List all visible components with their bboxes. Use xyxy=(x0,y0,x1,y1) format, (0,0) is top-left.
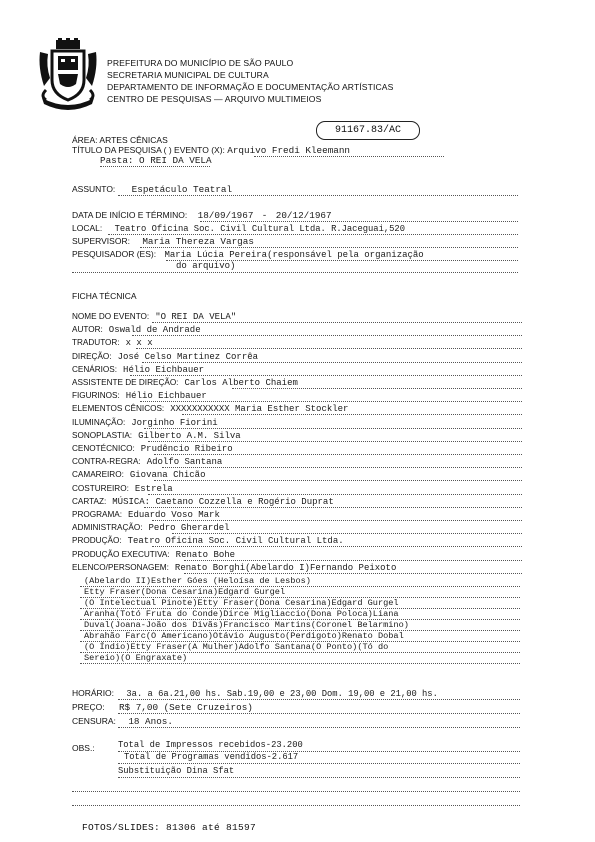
ficha-rule xyxy=(154,480,522,481)
ficha-value: Prudêncio Ribeiro xyxy=(140,444,233,454)
ficha-row xyxy=(72,470,206,480)
supervisor-rule xyxy=(140,247,518,248)
ficha-rule xyxy=(152,322,522,323)
title-sub-rule xyxy=(100,166,210,167)
title-value: Arquivo Fredi Kleemann xyxy=(227,145,351,156)
ficha-value: Hélio Eichbauer xyxy=(125,391,207,402)
cast-line: Etty Fraser(Dona Cesarina)Edgard Gurgel xyxy=(84,587,286,597)
title-sub: Pasta: O REI DA VELA xyxy=(100,155,212,166)
cast-line: Aranha(Totó Fruta do Conde)Dirce Migliaccio(Dona Poloca)Liana xyxy=(84,609,399,619)
preco-value: R$ 7,00 (Sete Cruzeiros) xyxy=(118,702,253,713)
obs-label: OBS.: xyxy=(72,743,95,753)
ficha-label: NOME DO EVENTO: xyxy=(72,312,150,321)
date-end: 20/12/1967 xyxy=(275,210,332,221)
assunto-row xyxy=(72,184,232,195)
cast-line: Abrahão Farc(O Americano)Otávio Augusto(Perdigoto)Renato Dobal xyxy=(84,631,404,641)
header-line-4: CENTRO DE PESQUISAS — ARQUIVO MULTIMEIOS xyxy=(107,94,322,104)
local-value: Teatro Oficina Soc. Civil Cultural Ltda. R.Jaceguai,520 xyxy=(114,224,405,234)
header-line-1: PREFEITURA DO MUNICÍPIO DE SÃO PAULO xyxy=(107,58,294,68)
ficha-label: TRADUTOR: xyxy=(72,338,120,348)
obs-line-1: Total de Impressos recebidos-23.200 xyxy=(118,740,303,750)
ficha-rule xyxy=(140,401,522,402)
ficha-label: ELEMENTOS CÊNICOS: xyxy=(72,404,165,414)
cast-line: (O Índio)Etty Fraser(A Mulher)Adolfo Santana(O Ponto)(Tó do xyxy=(84,642,389,652)
ficha-value: Eduardo Voso Mark xyxy=(128,510,220,520)
area-value: ARTES CÊNICAS xyxy=(99,135,168,145)
ficha-label: PRODUÇÃO: xyxy=(72,536,122,546)
ficha-rule xyxy=(144,507,522,508)
horario-label: HORÁRIO: xyxy=(72,688,115,698)
ficha-rule xyxy=(144,428,522,429)
ficha-row xyxy=(72,444,233,454)
ficha-value: "O REI DA VELA" xyxy=(155,312,237,322)
ficha-value: Giovana Chicão xyxy=(129,470,206,481)
ficha-row xyxy=(72,484,173,494)
ficha-row xyxy=(72,404,348,414)
cast-line: (O Intelectual Pinote)Etty Fraser(Dona Cesarina)Edgard Gurgel xyxy=(84,598,399,608)
ficha-row xyxy=(72,312,236,322)
header-line-3: DEPARTAMENTO DE INFORMAÇÃO E DOCUMENTAÇÃO ARTÍSTICAS xyxy=(107,82,394,92)
event-label: ) EVENTO (X): xyxy=(168,145,225,155)
obs-rule-3 xyxy=(118,777,520,778)
ficha-rule xyxy=(130,375,522,376)
ficha-value: Oswald de Andrade xyxy=(108,325,201,336)
ficha-label: SONOPLASTIA: xyxy=(72,430,133,440)
ficha-value: XXXXXXXXXXX Maria Esther Stockler xyxy=(170,404,349,415)
coat-of-arms-icon xyxy=(36,38,100,112)
horario-rule xyxy=(118,699,520,700)
pesquisador-value: Maria Lúcia Pereira(responsável pela organização xyxy=(164,250,424,260)
ficha-label: DIREÇÃO: xyxy=(72,351,112,361)
cast-line: Duval(Joana-João dos Divãs)Francisco Martins(Coronel Belarmino) xyxy=(84,620,409,630)
title-rule xyxy=(254,156,444,157)
ficha-value: Gilberto A.M. Silva xyxy=(138,430,241,441)
assunto-label: ASSUNTO: xyxy=(72,184,116,194)
ficha-label: COSTUREIRO: xyxy=(72,483,129,493)
preco-rule xyxy=(118,713,520,714)
title-label: TÍTULO DA PESQUISA ( xyxy=(72,145,167,155)
ficha-value: x x x xyxy=(125,338,153,349)
ficha-rule xyxy=(136,348,522,349)
ficha-rule xyxy=(172,533,522,534)
ficha-row xyxy=(72,523,230,533)
ficha-rule xyxy=(182,414,522,415)
ficha-row xyxy=(72,510,220,520)
cast-line: (Abelardo II)Esther Góes (Heloísa de Lesbos) xyxy=(84,576,311,586)
censura-rule xyxy=(118,727,520,728)
ficha-label: AUTOR: xyxy=(72,325,103,335)
ficha-label: ASSISTENTE DE DIREÇÃO: xyxy=(72,378,179,387)
obs-line-3: Substituição Dina Sfat xyxy=(118,766,235,776)
ficha-row xyxy=(72,365,204,375)
dates-row xyxy=(72,210,332,221)
ficha-rule xyxy=(148,494,522,495)
local-rule xyxy=(108,234,518,235)
catalog-number: 91167.83/AC xyxy=(316,121,420,140)
cast-rule xyxy=(80,663,520,664)
supervisor-label: SUPERVISOR: xyxy=(72,236,130,246)
ficha-row xyxy=(72,418,218,428)
pesquisador-value-cont: do arquivo) xyxy=(176,261,236,271)
censura-label: CENSURA: xyxy=(72,716,116,726)
ficha-rule xyxy=(148,441,522,442)
ficha-value: MÚSICA: Caetano Cozzella e Rogério Duprat xyxy=(112,496,334,507)
ficha-rule xyxy=(184,573,522,574)
preco-row xyxy=(72,702,253,713)
supervisor-value: Maria Thereza Vargas xyxy=(142,236,254,247)
ficha-rule xyxy=(154,454,522,455)
ficha-label: ELENCO/PERSONAGEM: xyxy=(72,562,169,572)
obs-rule-5 xyxy=(72,805,520,806)
censura-value: 18 Anos. xyxy=(128,716,173,727)
ficha-value: Carlos Alberto Chaiem xyxy=(184,378,298,388)
ficha-value: Hélio Eichbauer xyxy=(123,364,205,375)
ficha-value: Pedro Gherardel xyxy=(148,523,230,534)
cast-line: Sereio)(O Engraxate) xyxy=(84,653,188,663)
censura-row xyxy=(72,716,173,727)
ficha-label: ADMINISTRAÇÃO: xyxy=(72,523,143,533)
ficha-row xyxy=(72,536,344,546)
assunto-value: Espetáculo Teatral xyxy=(131,184,233,195)
ficha-value: Adolfo Santana xyxy=(146,457,223,468)
date-start: 18/09/1967 xyxy=(197,210,254,221)
ficha-label: FIGURINOS: xyxy=(72,391,120,401)
ficha-label: CENOTÉCNICO: xyxy=(72,444,135,453)
ficha-title: FICHA TÉCNICA xyxy=(72,291,137,301)
ficha-value: Renato Borghi(Abelardo I)Fernando Peixoto xyxy=(174,562,397,573)
obs-rule-2 xyxy=(118,763,520,764)
ficha-rule xyxy=(184,560,522,561)
supervisor-row xyxy=(72,236,254,247)
ficha-rule xyxy=(162,467,522,468)
ficha-row xyxy=(72,457,222,467)
ficha-label: PROGRAMA: xyxy=(72,510,123,519)
ficha-label: CARTAZ: xyxy=(72,496,107,506)
pesquisador-label: PESQUISADOR (ES): xyxy=(72,249,157,259)
assunto-rule xyxy=(118,195,518,196)
ficha-label: CONTRA-REGRA: xyxy=(72,457,141,467)
ficha-row xyxy=(72,497,334,507)
ficha-value: Teatro Oficina Soc. Civil Cultural Ltda. xyxy=(127,536,344,547)
ficha-rule xyxy=(232,388,522,389)
ficha-rule xyxy=(142,362,522,363)
area-label: ÁREA: xyxy=(72,135,98,145)
obs-rule-4 xyxy=(72,791,520,792)
horario-value: 3a. a 6a.21,00 hs. Sab.19,00 e 23,00 Dom. 19,00 e 21,00 hs. xyxy=(126,689,438,699)
ficha-row xyxy=(72,550,235,560)
ficha-value: José Celso Martinez Corrêa xyxy=(117,351,259,362)
preco-label: PREÇO: xyxy=(72,702,105,712)
header-line-2: SECRETARIA MUNICIPAL DE CULTURA xyxy=(107,70,269,80)
obs-line-2: Total de Programas vendidos-2.617 xyxy=(124,752,299,762)
dates-label: DATA DE INÍCIO E TÉRMINO: xyxy=(72,210,188,220)
ficha-rule xyxy=(152,546,522,547)
ficha-row xyxy=(72,378,298,388)
institution-header xyxy=(107,57,393,105)
ficha-value: Jorginho Fiorini xyxy=(131,417,218,428)
ficha-row xyxy=(72,352,258,362)
ficha-rule xyxy=(152,520,522,521)
dates-rule xyxy=(200,221,518,222)
footer-fotos: FOTOS/SLIDES: 81306 até 81597 xyxy=(82,822,257,833)
date-separator: - xyxy=(261,210,268,221)
ficha-label: ILUMINAÇÃO: xyxy=(72,417,126,427)
ficha-label: PRODUÇÃO EXECUTIVA: xyxy=(72,549,170,559)
ficha-row xyxy=(72,338,153,348)
ficha-label: CENÁRIOS: xyxy=(72,364,118,374)
ficha-rule xyxy=(132,335,522,336)
pesquisador-rule-2 xyxy=(72,272,518,273)
ficha-row xyxy=(72,325,201,335)
ficha-row xyxy=(72,391,207,401)
local-label: LOCAL: xyxy=(72,223,103,233)
ficha-row xyxy=(72,563,396,573)
ficha-row xyxy=(72,431,241,441)
ficha-value: Renato Bohe xyxy=(175,549,236,560)
ficha-label: CAMAREIRO: xyxy=(72,470,124,480)
ficha-value: Estrela xyxy=(134,483,173,494)
